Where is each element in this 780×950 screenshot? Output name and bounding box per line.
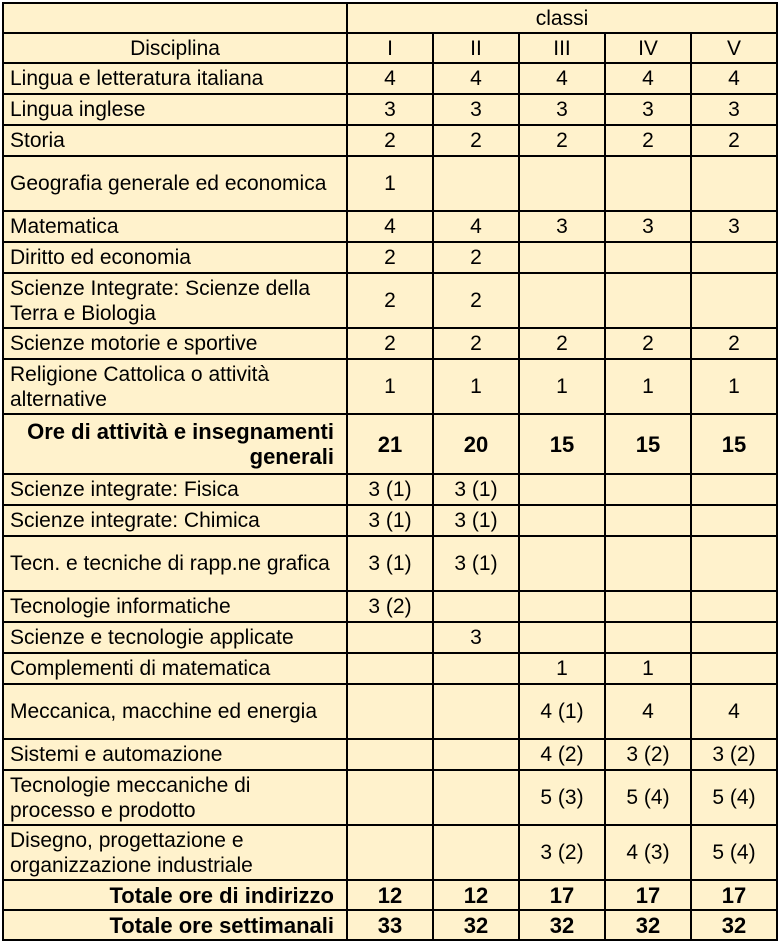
hours-cell-class-1: [347, 739, 433, 770]
discipline-name: Totale ore settimanali: [3, 910, 347, 940]
hours-cell-class-3: [519, 474, 605, 505]
discipline-name: Totale ore di indirizzo: [3, 880, 347, 910]
discipline-name: Tecn. e tecniche di rapp.ne grafica: [3, 536, 347, 591]
discipline-name: Tecnologie meccaniche di processo e prodotto: [3, 770, 347, 825]
hours-cell-class-5: 3: [691, 94, 777, 125]
table-row: [3, 273, 777, 328]
hours-cell-class-3: 2: [519, 125, 605, 156]
hours-cell-class-2: [433, 591, 519, 622]
hours-cell-class-3: [519, 591, 605, 622]
hours-cell-class-5: [691, 653, 777, 684]
timetable-body: [3, 3, 777, 940]
discipline-name: Ore di attività e insegnamenti generali: [3, 414, 347, 474]
hours-cell-class-3: 3: [519, 211, 605, 242]
hours-cell-class-1: 1: [347, 156, 433, 211]
hours-cell-class-5: [691, 536, 777, 591]
table-row: [3, 825, 777, 880]
hours-cell-class-1: 21: [347, 414, 433, 474]
hours-cell-class-5: 17: [691, 880, 777, 910]
hours-cell-class-2: 3 (1): [433, 505, 519, 536]
hours-cell-class-5: 15: [691, 414, 777, 474]
hours-cell-class-4: 2: [605, 328, 691, 359]
hours-cell-class-4: [605, 591, 691, 622]
hours-cell-class-4: 1: [605, 359, 691, 414]
header-empty-cell: [3, 3, 347, 33]
hours-cell-class-1: [347, 770, 433, 825]
table-row: [3, 211, 777, 242]
table-row: [3, 653, 777, 684]
hours-cell-class-4: [605, 536, 691, 591]
header-class-2: II: [433, 33, 519, 63]
hours-cell-class-5: [691, 156, 777, 211]
discipline-name: Matematica: [3, 211, 347, 242]
hours-cell-class-2: 3 (1): [433, 474, 519, 505]
hours-cell-class-1: [347, 653, 433, 684]
hours-cell-class-2: 2: [433, 125, 519, 156]
discipline-name: Disegno, progettazione e organizzazione industriale: [3, 825, 347, 880]
discipline-name: Scienze e tecnologie applicate: [3, 622, 347, 653]
header-class-5: V: [691, 33, 777, 63]
hours-cell-class-4: [605, 505, 691, 536]
discipline-name: Lingua e letteratura italiana: [3, 63, 347, 94]
hours-cell-class-1: 3 (2): [347, 591, 433, 622]
table-row: [3, 684, 777, 739]
hours-cell-class-2: [433, 770, 519, 825]
hours-cell-class-4: 1: [605, 653, 691, 684]
hours-cell-class-4: 4: [605, 684, 691, 739]
discipline-name: Geografia generale ed economica: [3, 156, 347, 211]
discipline-name: Scienze Integrate: Scienze della Terra e Biologia: [3, 273, 347, 328]
hours-cell-class-5: [691, 474, 777, 505]
hours-cell-class-2: [433, 653, 519, 684]
hours-cell-class-2: 3: [433, 94, 519, 125]
header-class-1: I: [347, 33, 433, 63]
hours-cell-class-3: 3 (2): [519, 825, 605, 880]
header-row-group: [3, 3, 777, 33]
hours-cell-class-5: 3 (2): [691, 739, 777, 770]
table-row: [3, 474, 777, 505]
hours-cell-class-1: 1: [347, 359, 433, 414]
hours-cell-class-3: 2: [519, 328, 605, 359]
hours-cell-class-2: 2: [433, 328, 519, 359]
table-row: [3, 536, 777, 591]
hours-cell-class-2: 2: [433, 273, 519, 328]
hours-cell-class-3: [519, 242, 605, 273]
table-row: [3, 156, 777, 211]
table-row: [3, 770, 777, 825]
hours-cell-class-1: 4: [347, 63, 433, 94]
timetable: [2, 2, 778, 941]
discipline-name: Religione Cattolica o attività alternative: [3, 359, 347, 414]
discipline-name: Storia: [3, 125, 347, 156]
summary-row: [3, 880, 777, 910]
hours-cell-class-1: 3 (1): [347, 536, 433, 591]
hours-cell-class-2: 20: [433, 414, 519, 474]
hours-cell-class-4: 17: [605, 880, 691, 910]
hours-cell-class-3: 4 (1): [519, 684, 605, 739]
hours-cell-class-1: 4: [347, 211, 433, 242]
summary-row: [3, 910, 777, 940]
hours-cell-class-3: 5 (3): [519, 770, 605, 825]
summary-row: [3, 414, 777, 474]
table-row: [3, 242, 777, 273]
hours-cell-class-1: [347, 684, 433, 739]
hours-cell-class-3: [519, 505, 605, 536]
hours-cell-class-4: 32: [605, 910, 691, 940]
table-row: [3, 505, 777, 536]
hours-cell-class-2: 4: [433, 211, 519, 242]
hours-cell-class-3: 1: [519, 359, 605, 414]
hours-cell-class-4: [605, 474, 691, 505]
discipline-name: Scienze motorie e sportive: [3, 328, 347, 359]
hours-cell-class-2: 3 (1): [433, 536, 519, 591]
hours-cell-class-4: 15: [605, 414, 691, 474]
hours-cell-class-2: 2: [433, 242, 519, 273]
hours-cell-class-5: 2: [691, 125, 777, 156]
header-classi: classi: [347, 3, 777, 33]
hours-cell-class-3: 3: [519, 94, 605, 125]
hours-cell-class-5: [691, 505, 777, 536]
hours-cell-class-5: 4: [691, 63, 777, 94]
header-class-3: III: [519, 33, 605, 63]
table-row: [3, 125, 777, 156]
hours-cell-class-2: 3: [433, 622, 519, 653]
hours-cell-class-4: 3: [605, 94, 691, 125]
hours-cell-class-4: 3 (2): [605, 739, 691, 770]
hours-cell-class-5: 5 (4): [691, 825, 777, 880]
hours-cell-class-5: [691, 622, 777, 653]
hours-cell-class-4: 4: [605, 63, 691, 94]
hours-cell-class-2: [433, 739, 519, 770]
hours-cell-class-3: 32: [519, 910, 605, 940]
hours-cell-class-2: [433, 825, 519, 880]
discipline-name: Meccanica, macchine ed energia: [3, 684, 347, 739]
hours-cell-class-4: [605, 156, 691, 211]
hours-cell-class-5: 5 (4): [691, 770, 777, 825]
header-class-4: IV: [605, 33, 691, 63]
hours-cell-class-5: [691, 273, 777, 328]
hours-cell-class-2: 32: [433, 910, 519, 940]
table-row: [3, 359, 777, 414]
hours-cell-class-5: 3: [691, 211, 777, 242]
hours-cell-class-4: 2: [605, 125, 691, 156]
discipline-name: Complementi di matematica: [3, 653, 347, 684]
table-row: [3, 622, 777, 653]
hours-cell-class-3: 4 (2): [519, 739, 605, 770]
hours-cell-class-2: 4: [433, 63, 519, 94]
hours-cell-class-4: 5 (4): [605, 770, 691, 825]
discipline-name: Diritto ed economia: [3, 242, 347, 273]
discipline-name: Scienze integrate: Chimica: [3, 505, 347, 536]
table-row: [3, 591, 777, 622]
discipline-name: Scienze integrate: Fisica: [3, 474, 347, 505]
hours-cell-class-2: 1: [433, 359, 519, 414]
hours-cell-class-3: 4: [519, 63, 605, 94]
hours-cell-class-2: 12: [433, 880, 519, 910]
table-row: [3, 328, 777, 359]
hours-cell-class-3: [519, 156, 605, 211]
discipline-name: Sistemi e automazione: [3, 739, 347, 770]
hours-cell-class-4: 4 (3): [605, 825, 691, 880]
hours-cell-class-2: [433, 684, 519, 739]
hours-cell-class-1: 2: [347, 328, 433, 359]
hours-cell-class-4: [605, 622, 691, 653]
discipline-name: Tecnologie informatiche: [3, 591, 347, 622]
hours-cell-class-5: [691, 242, 777, 273]
table-row: [3, 739, 777, 770]
table-row: [3, 94, 777, 125]
hours-cell-class-1: 3 (1): [347, 505, 433, 536]
hours-cell-class-2: [433, 156, 519, 211]
hours-cell-class-3: [519, 536, 605, 591]
hours-cell-class-1: 2: [347, 242, 433, 273]
hours-cell-class-1: 2: [347, 273, 433, 328]
hours-cell-class-1: 3 (1): [347, 474, 433, 505]
hours-cell-class-5: [691, 591, 777, 622]
hours-cell-class-5: 4: [691, 684, 777, 739]
hours-cell-class-4: 3: [605, 211, 691, 242]
hours-cell-class-1: 33: [347, 910, 433, 940]
hours-cell-class-3: 17: [519, 880, 605, 910]
hours-cell-class-1: [347, 825, 433, 880]
hours-cell-class-5: 2: [691, 328, 777, 359]
hours-cell-class-1: [347, 622, 433, 653]
header-disciplina: Disciplina: [3, 33, 347, 63]
header-row-columns: [3, 33, 777, 63]
hours-cell-class-1: 3: [347, 94, 433, 125]
hours-cell-class-5: 1: [691, 359, 777, 414]
hours-cell-class-3: 1: [519, 653, 605, 684]
hours-cell-class-1: 2: [347, 125, 433, 156]
hours-cell-class-4: [605, 242, 691, 273]
table-row: [3, 63, 777, 94]
hours-cell-class-3: [519, 273, 605, 328]
hours-cell-class-4: [605, 273, 691, 328]
hours-cell-class-3: 15: [519, 414, 605, 474]
discipline-name: Lingua inglese: [3, 94, 347, 125]
hours-cell-class-1: 12: [347, 880, 433, 910]
hours-cell-class-3: [519, 622, 605, 653]
hours-cell-class-5: 32: [691, 910, 777, 940]
